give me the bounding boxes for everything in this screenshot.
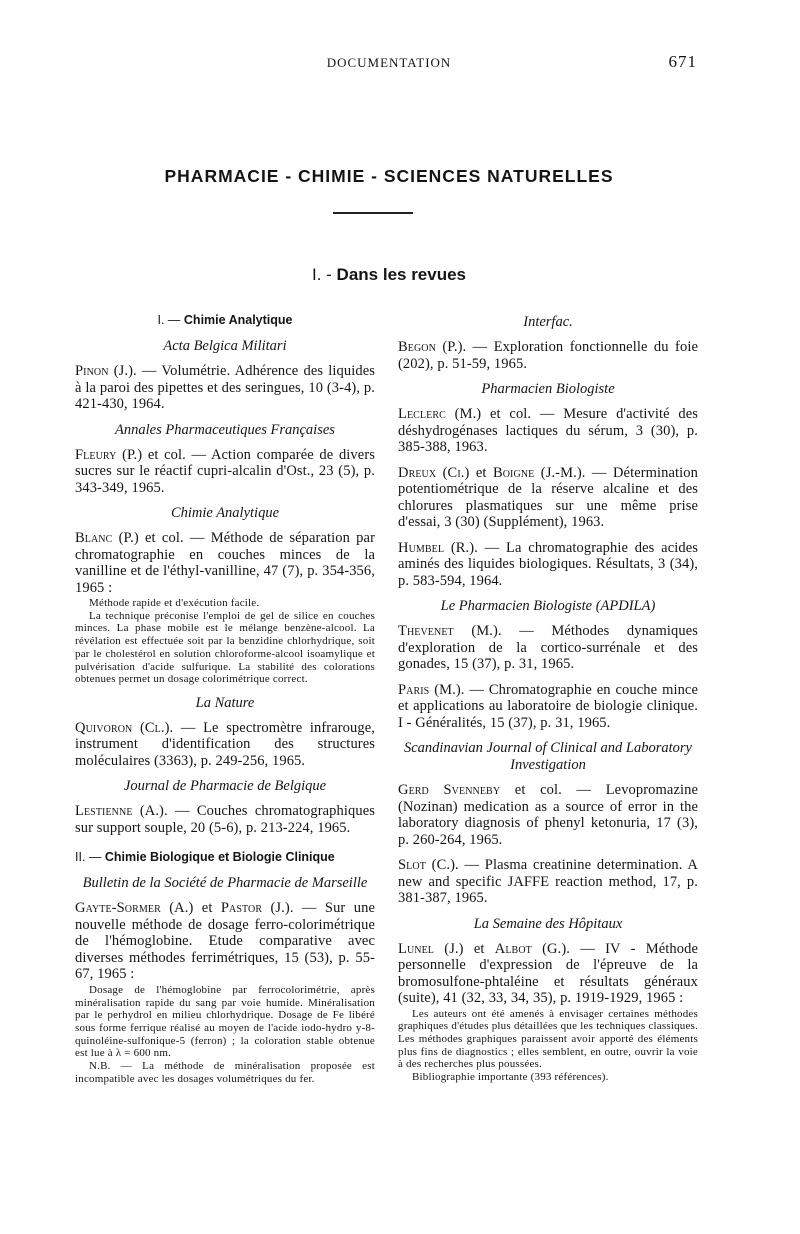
reference-entry [398, 339, 698, 372]
abstract [75, 597, 375, 686]
reference-text: — Le spectromètre infrarouge, instrument d'identification des structures moléculaires (3363), p. 249-256, 1965. [75, 719, 375, 769]
author: Dreux (Ci.) [398, 464, 470, 481]
abstract-paragraph: Les auteurs ont été amenés à envisager certaines méthodes graphiques d'études plus détaillées que les techniques classiques. Les méthodes graphiques paraissent avoir apporté des éléments plus fins de diagnostics ; elles semblent, en outre, ouvrir la voie à des recherches plus poussées. [398, 1007, 698, 1071]
reference-text: et [193, 900, 221, 917]
author: Gayte-Sormer (A.) [75, 900, 194, 917]
journal-title: Le Pharmacien Biologiste (APDILA) [440, 598, 656, 614]
author: Leclerc (M.) [398, 406, 482, 422]
author: Thevenet (M.). [398, 623, 502, 639]
reference-text: et [463, 940, 495, 957]
reference-entry [398, 406, 698, 456]
reference-text: — Méthodes dynamiques d'exploration de la cortico-surrénale et des gonades, 15 (37), p. 31, 1965. [398, 623, 698, 672]
reference-entry [75, 447, 375, 497]
reference-entry [75, 530, 375, 686]
part-number: I. - [311, 265, 332, 284]
abstract-paragraph: Dosage de l'hémoglobine par ferrocolorimétrie, après minéralisation rapide du sang par voie humide. Minéralisation par le perhydrol en milieu chlorhydrique. Dosage de Fe libéré sous forme ferrique réalisé au moyen de l'acide iodo-hydro y-8-quinoléine-sulfonique-5 (ferron) ; la coloration stable obtenue est lue à λ = 600 nm. [75, 983, 375, 1060]
reference-entry [398, 857, 698, 907]
author: Blanc (P.) [75, 530, 139, 546]
journal-title: Bulletin de la Société de Pharmacie de Marseille [82, 875, 368, 892]
page-number: 671 [668, 52, 697, 71]
reference-text: — Chromatographie en couche mince et applications au laboratoire de biologie clinique. I - Généralités, 15 (37), p. 31, 1965. [398, 681, 698, 731]
journal-title: La Semaine des Hôpitaux [473, 915, 623, 932]
reference-entry [75, 900, 375, 1085]
abstract-paragraph: N.B. — La méthode de minéralisation proposée est incompatible avec les dosages volumétriques du fer. [75, 1060, 375, 1085]
author: Boigne (J.-M.). [492, 464, 586, 481]
author: Begon (P.). [398, 339, 467, 355]
reference-text: — Détermination potentiométrique de la réserve alcaline et des chlorures plasmatiques sur une même prise d'essai, 3 (30) (Supplément), 1963. [398, 464, 699, 530]
running-head [0, 52, 800, 75]
author: Lunel (J.) [398, 940, 464, 957]
journal-title: Pharmacien Biologiste [481, 381, 615, 397]
reference-entry [75, 803, 375, 836]
reference-text: et col. — Méthode de séparation par chromatographie en couches minces de la vanilline et de l'éthyl-vanilline, 47 (7), p. 354-356, 1965 : [75, 530, 375, 596]
abstract [75, 984, 375, 1086]
author: Humbel (R.). [398, 539, 478, 556]
part-title [0, 265, 778, 285]
running-head-title: DOCUMENTATION [326, 55, 452, 70]
journal-title: Journal de Pharmacie de Belgique [123, 778, 327, 795]
reference-text: et col. — Mesure d'activité des déshydrogénases lactiques du sérum, 3 (30), p. 385-388, 1963. [398, 406, 698, 455]
reference-text: — Couches chromatographiques sur support souple, 20 (5-6), p. 213-224, 1965. [75, 803, 375, 836]
author: Pinon (J.). [75, 363, 137, 379]
reference-text: — Plasma creatinine determination. A new and specific JAFFE reaction method, 17, p. 381-387, 1965. [398, 857, 698, 906]
journal-title: Annales Pharmaceutiques Françaises [115, 421, 335, 438]
category-heading [75, 312, 375, 328]
category-label: Chimie Analytique [183, 313, 293, 327]
author: Quivoron (Cl.). [75, 719, 174, 736]
reference-entry [398, 682, 698, 732]
category-heading [75, 849, 375, 865]
right-column [398, 312, 698, 1093]
reference-text: — Volumétrie. Adhérence des liquides à la paroi des pipettes et des seringues, 10 (3-4), p. 421-430, 1964. [75, 363, 375, 412]
author: Gerd Svenneby [398, 782, 501, 798]
part-label: Dans les revues [336, 265, 467, 284]
journal-title: Acta Belgica Militari [163, 338, 287, 354]
reference-text: et [469, 464, 493, 481]
title-rule [333, 212, 413, 214]
journal-title: Chimie Analytique [170, 505, 280, 521]
reference-entry [398, 540, 698, 590]
journal-title: La Nature [195, 694, 255, 711]
author: Fleury (P.) [75, 446, 143, 463]
author: Paris (M.). [398, 681, 465, 698]
reference-entry [398, 941, 698, 1084]
reference-text: et col. — Action comparée de divers sucres sur le réactif cupri-alcalin d'Ost., 23 (5), p. 343-349, 1965. [75, 446, 375, 496]
author: Pastor (J.). [220, 900, 294, 917]
reference-text: — La chromatographie des acides aminés des liquides biologiques. Résultats, 3 (34), p. 583-594, 1964. [398, 539, 699, 589]
reference-entry [398, 465, 698, 531]
section-title: PHARMACIE - CHIMIE - SCIENCES NATURELLES [164, 166, 614, 186]
abstract-paragraph: Méthode rapide et d'exécution facile. [89, 597, 260, 609]
reference-entry [398, 782, 698, 848]
journal-title: Interfac. [523, 314, 573, 330]
reference-entry [398, 623, 698, 673]
left-column [75, 312, 375, 1095]
reference-text: — Sur une nouvelle méthode de dosage ferro-colorimétrique de l'hémoglobine. Etude comparative avec diverses méthodes ferrimétriques, 15 (53), p. 55-67, 1965 : [75, 900, 375, 983]
reference-text: — IV - Méthode personnelle d'expression de l'épreuve de la bromosulfone-phtaléine et résultats généraux (suite), 41 (32, 33, 34, 35), p. 1919-1929, 1965 : [398, 940, 698, 1006]
reference-entry [75, 363, 375, 413]
author: Slot (C.). [398, 857, 459, 873]
journal-title: Scandinavian Journal of Clinical and Laboratory Investigation [404, 740, 692, 773]
category-number: I. — [157, 313, 181, 327]
category-label: Chimie Biologique et Biologie Clinique [104, 850, 335, 865]
author: Albot (G.). [494, 940, 570, 957]
reference-entry [75, 720, 375, 770]
author: Lestienne (A.). [75, 803, 168, 820]
abstract [398, 1008, 698, 1084]
abstract-paragraph: Bibliographie importante (393 références). [412, 1071, 609, 1084]
reference-text: — Exploration fonctionnelle du foie (202), p. 51-59, 1965. [398, 339, 698, 372]
category-number: II. — [75, 850, 102, 865]
abstract-paragraph: La technique préconise l'emploi de gel de silice en couches minces. La phase mobile est le mélange benzène-alcool. La révélation est effectuée soit par la benzidine chlorhydrique, soit par le cholestérol en solution chloroforme-alcool isoamylique et pulvérisation d'acide sulfurique. La stabilité des colorations obtenues permet un dosage colorimétrique correct. [75, 609, 375, 686]
reference-text: et col. — Levopromazine (Nozinan) medication as a source of error in the laboratory diagnosis of phenyl ketonuria, 17 (3), p. 260-264, 1965. [398, 782, 698, 848]
